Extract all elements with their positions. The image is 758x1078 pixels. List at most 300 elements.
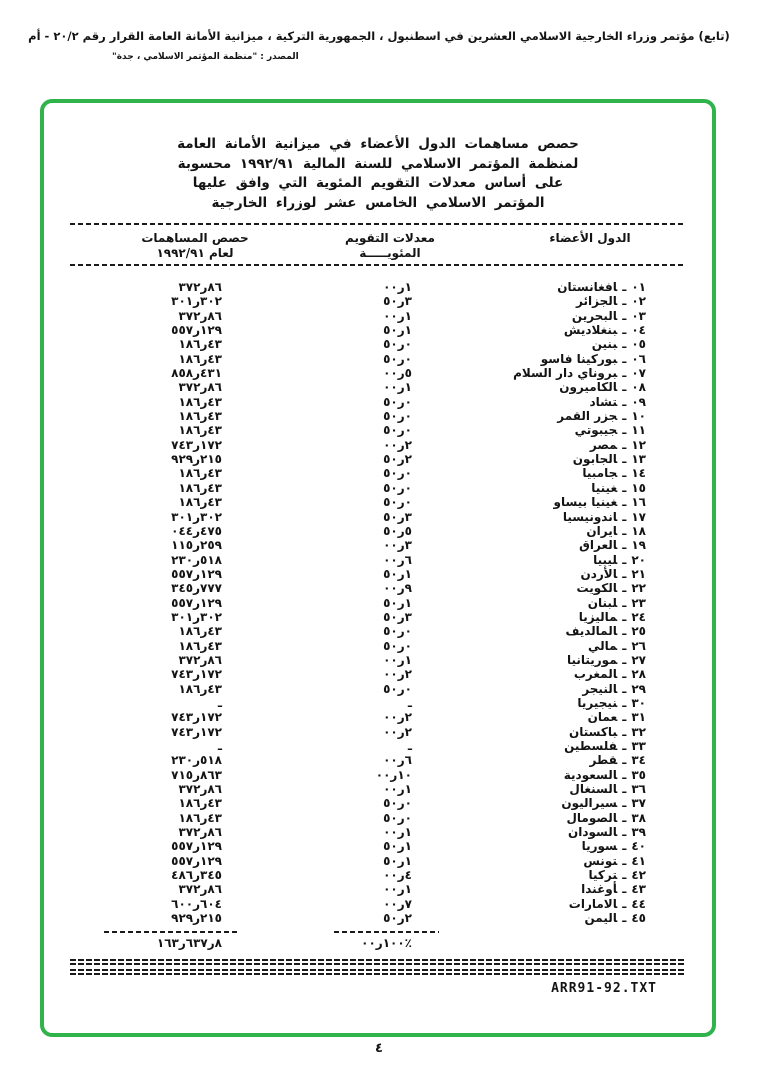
total-divider-row	[70, 931, 686, 933]
country-cell	[412, 409, 686, 423]
country-cell	[412, 423, 686, 437]
row-number-separator: ـ	[622, 825, 627, 840]
row-number: ١٢	[631, 437, 646, 452]
country-cell	[412, 897, 686, 911]
table-row	[70, 868, 686, 882]
row-number-separator: ـ	[622, 839, 627, 854]
table-row	[70, 753, 686, 767]
row-number-separator: ـ	[622, 868, 627, 883]
assessment-rate-cell: ٥٠ر٠	[383, 810, 412, 825]
assessment-rate-cell: ٠٠ر٢	[383, 724, 412, 739]
assessment-rate-cell: ٠٠ر٢	[383, 710, 412, 725]
row-number: ٠١	[631, 280, 646, 294]
row-number-separator: ـ	[622, 739, 627, 753]
assessment-rate-cell: ٥٠ر٣	[383, 509, 412, 524]
row-number: ٤١	[631, 853, 646, 868]
row-number: ٢٧	[631, 652, 646, 667]
row-number: ٠٧	[631, 366, 646, 381]
contribution-amount-cell: ٣٧٢ر٨٦	[178, 652, 222, 667]
contribution-amount-cell: ١٨٦ر٤٣	[178, 624, 222, 639]
row-number-separator: ـ	[622, 394, 627, 409]
assessment-rate-cell: ٥٠ر٢	[383, 452, 412, 467]
contribution-amount-cell: ـ	[217, 695, 222, 710]
table-row	[70, 639, 686, 653]
assessment-rate-cell: ٥٠ر٣	[383, 294, 412, 309]
country-name: جزر القمر	[557, 409, 618, 424]
assessment-rate-cell: ٠٠ر١	[383, 825, 412, 840]
country-name: ليبيا	[593, 552, 618, 567]
row-number: ٢٠	[631, 552, 646, 567]
page-number: ٤	[375, 1041, 383, 1056]
row-number: ٠٩	[631, 394, 646, 409]
row-number-separator: ـ	[622, 280, 627, 294]
country-name: ماليزيا	[578, 609, 618, 624]
contribution-amount-cell: ٢٣٠ر٥١٨	[171, 552, 222, 567]
table-row	[70, 739, 686, 753]
country-name: تونس	[583, 853, 618, 868]
row-number: ٢٥	[631, 624, 646, 639]
assessment-rate-cell: ٠٠ر٦	[383, 552, 412, 567]
contribution-amount-cell: ٥٥٧ر١٢٩	[171, 323, 222, 338]
country-name: سوريا	[581, 839, 618, 854]
contribution-amount-cell: ١٨٦ر٤٣	[178, 480, 222, 495]
row-number: ٣٤	[631, 753, 646, 768]
row-number-separator: ـ	[622, 609, 627, 624]
row-number-separator: ـ	[622, 437, 627, 452]
country-cell	[412, 739, 686, 753]
col-header-rates-line2: المئويـــــة	[359, 246, 421, 260]
row-number: ٤٣	[631, 882, 646, 897]
contribution-amount-cell: ١٨٦ر٤٣	[178, 409, 222, 424]
contribution-amount-cell: ٣٠١ر٣٠٢	[171, 509, 222, 524]
row-number-separator: ـ	[622, 452, 627, 467]
row-number: ٣٧	[631, 796, 646, 811]
row-number: ٠٥	[631, 337, 646, 352]
table-row	[70, 811, 686, 825]
table-row	[70, 796, 686, 810]
assessment-rate-cell: ٥٠ر٠	[383, 624, 412, 639]
table-row	[70, 466, 686, 480]
country-name: تشاد	[589, 394, 618, 409]
contribution-amount-cell: ٣٠١ر٣٠٢	[171, 294, 222, 309]
table-row	[70, 380, 686, 394]
row-number-separator: ـ	[622, 710, 627, 725]
contribution-amount-cell: ٣٧٢ر٨٦	[178, 380, 222, 395]
country-cell	[412, 796, 686, 810]
row-number-separator: ـ	[622, 380, 627, 395]
contribution-amount-cell: ٠٤٤ر٤٧٥	[171, 523, 222, 538]
country-cell	[412, 682, 686, 696]
row-number: ٣٠	[631, 695, 646, 710]
contribution-amount-cell: ٧٤٣ر١٧٢	[171, 437, 222, 452]
country-name: جيبوتي	[574, 423, 618, 438]
country-cell	[412, 596, 686, 610]
country-name: سيراليون	[561, 796, 618, 811]
title-line: حصص مساهمات الدول الأعضاء في ميزانية الأمانة العامة	[177, 136, 579, 152]
country-cell	[412, 294, 686, 308]
country-name: ايران	[586, 523, 618, 538]
assessment-rate-cell: ٠٠ر٦	[383, 753, 412, 768]
assessment-rate-cell: ٥٠ر٠	[383, 337, 412, 352]
row-number: ٠٢	[631, 294, 646, 309]
country-name: البحرين	[571, 308, 618, 323]
row-number: ١٩	[631, 538, 646, 553]
contribution-amount-cell: ٥٥٧ر١٢٩	[171, 566, 222, 581]
country-cell	[412, 839, 686, 853]
table-row	[70, 452, 686, 466]
country-name: عمان	[587, 710, 618, 725]
row-number: ٢٦	[631, 638, 646, 653]
assessment-rate-cell: ٥٠ر٠	[383, 409, 412, 424]
country-cell	[412, 581, 686, 595]
contribution-amount-cell: ٣٧٢ر٨٦	[178, 825, 222, 840]
country-cell	[412, 653, 686, 667]
row-number-separator: ـ	[622, 366, 627, 381]
contribution-amount-cell: ٩٢٩ر٢١٥	[171, 911, 222, 926]
country-cell	[412, 452, 686, 466]
row-number: ١٧	[631, 509, 646, 524]
title-line: على أساس معدلات التقويم المئوية التي وافق عليها	[192, 175, 564, 191]
assessment-rate-cell: ٠٠ر١	[383, 380, 412, 395]
row-number-separator: ـ	[622, 595, 627, 610]
row-number-separator: ـ	[622, 667, 627, 682]
country-name: النيجر	[582, 681, 618, 696]
table-row	[70, 567, 686, 581]
table-row	[70, 309, 686, 323]
row-number-separator: ـ	[622, 423, 627, 438]
row-number: ٤٤	[631, 896, 646, 911]
row-number-separator: ـ	[622, 695, 627, 710]
country-name: السعودية	[563, 767, 618, 782]
col-header-countries-line1: الدول الأعضاء	[549, 231, 631, 245]
country-name: الكاميرون	[559, 380, 618, 395]
country-cell	[412, 510, 686, 524]
assessment-rate-cell: ٠٠ر١	[383, 308, 412, 323]
assessment-rate-cell: ـ	[407, 739, 412, 753]
row-number-separator: ـ	[622, 724, 627, 739]
contribution-amount-cell: ٢٣٠ر٥١٨	[171, 753, 222, 768]
country-cell	[412, 337, 686, 351]
contribution-amount-cell: ٤٨٦ر٣٤٥	[171, 868, 222, 883]
country-name: الكويت	[576, 581, 618, 596]
contribution-amount-cell: ١٨٦ر٤٣	[178, 423, 222, 438]
row-number: ١٦	[631, 495, 646, 510]
table-row	[70, 538, 686, 552]
contribution-amount-cell: ٧٤٣ر١٧٢	[171, 667, 222, 682]
table-row	[70, 524, 686, 538]
row-number-separator: ـ	[622, 351, 627, 366]
country-cell	[412, 911, 686, 925]
row-number: ٢٢	[631, 581, 646, 596]
country-cell	[412, 882, 686, 896]
country-cell	[412, 395, 686, 409]
col-header-shares-line2: لعام ١٩٩٢/٩١	[156, 246, 234, 260]
contribution-amount-cell: ٣٧٢ر٨٦	[178, 308, 222, 323]
country-cell	[412, 753, 686, 767]
contribution-amount-cell: ١٨٦ر٤٣	[178, 394, 222, 409]
row-number: ٣٩	[631, 825, 646, 840]
doc-header-note: (تابع) مؤتمر وزراء الخارجية الاسلامي العشرين في اسطنبول ، الجمهورية التركية ، ميزانية الأمانة العامة القرار رقم ٢٠/٢ - أم	[28, 29, 730, 43]
country-name: فلسطين	[564, 739, 618, 753]
table-row	[70, 897, 686, 911]
assessment-rate-cell: ٥٠ر٠	[383, 480, 412, 495]
country-name: السودان	[567, 825, 618, 840]
country-name: اليمن	[584, 911, 618, 926]
country-cell	[412, 380, 686, 394]
country-name: المالديف	[565, 624, 618, 639]
table-row	[70, 481, 686, 495]
divider-double-line	[70, 959, 686, 966]
row-number-separator: ـ	[622, 495, 627, 510]
country-cell	[412, 309, 686, 323]
contribution-amount-cell: ـ	[217, 739, 222, 753]
table-row	[70, 409, 686, 423]
col-header-countries	[515, 231, 665, 261]
row-number-separator: ـ	[622, 581, 627, 596]
assessment-rate-cell: ٥٠ر١	[383, 839, 412, 854]
row-number: ٠٨	[631, 380, 646, 395]
table-row	[70, 553, 686, 567]
table-row	[70, 438, 686, 452]
assessment-rate-cell: ـ	[407, 695, 412, 710]
country-name: المغرب	[573, 667, 618, 682]
contribution-amount-cell: ٧١٥ر٨٦٣	[171, 767, 222, 782]
assessment-rate-cell: ٥٠ر٠	[383, 423, 412, 438]
assessment-rate-cell: ٥٠ر٠	[383, 466, 412, 481]
doc-source-line: المصدر : "منظمة المؤتمر الاسلامي ، جدة"	[112, 52, 299, 62]
country-name: موريتانيا	[566, 652, 618, 667]
country-cell	[412, 868, 686, 882]
contributions-table-body	[70, 280, 686, 925]
assessment-rate-cell: ٠٠ر٥	[383, 366, 412, 381]
row-number-separator: ـ	[622, 782, 627, 797]
contribution-amount-cell: ٥٥٧ر١٢٩	[171, 853, 222, 868]
assessment-rate-cell: ٥٠ر١	[383, 566, 412, 581]
divider-dashed-segment	[104, 931, 239, 933]
country-cell	[412, 667, 686, 681]
country-name: اندونيسيا	[562, 509, 618, 524]
table-row	[70, 882, 686, 896]
country-name: غينيا	[591, 480, 618, 495]
assessment-rate-cell: ٥٠ر١	[383, 323, 412, 338]
contribution-amount-cell: ١٨٦ر٤٣	[178, 337, 222, 352]
row-number: ٢٨	[631, 667, 646, 682]
table-row	[70, 423, 686, 437]
table-row	[70, 596, 686, 610]
row-number-separator: ـ	[622, 853, 627, 868]
table-row	[70, 768, 686, 782]
table-row	[70, 323, 686, 337]
contribution-amount-cell: ١٨٦ر٤٣	[178, 351, 222, 366]
table-row	[70, 667, 686, 681]
divider-dashed-line	[70, 264, 686, 266]
col-header-shares-line1: حصص المساهمات	[141, 231, 249, 245]
contribution-amount-cell: ٩٢٩ر٢١٥	[171, 452, 222, 467]
assessment-rate-cell: ٥٠ر١	[383, 853, 412, 868]
table-row	[70, 294, 686, 308]
row-number: ٠٤	[631, 323, 646, 338]
country-name: الأردن	[580, 566, 618, 581]
assessment-rate-cell: ٥٠ر٠	[383, 495, 412, 510]
divider-dashed-line	[70, 223, 686, 225]
country-cell	[412, 624, 686, 638]
row-number-separator: ـ	[622, 753, 627, 768]
table-row	[70, 682, 686, 696]
row-number-separator: ـ	[622, 638, 627, 653]
divider-double-line	[70, 969, 686, 976]
row-number-separator: ـ	[622, 767, 627, 782]
country-cell	[412, 610, 686, 624]
country-name: بوركينا فاسو	[540, 351, 618, 366]
country-name: الجزائر	[576, 294, 618, 309]
row-number-separator: ـ	[622, 896, 627, 911]
table-row	[70, 624, 686, 638]
assessment-rate-cell: ٥٠ر٠	[383, 351, 412, 366]
contribution-amount-cell: ١٨٦ر٤٣	[178, 466, 222, 481]
total-rate: ٠٠ر١٠٠٪	[361, 936, 412, 951]
row-number: ١٨	[631, 523, 646, 538]
row-number: ٢١	[631, 566, 646, 581]
document-title-block	[44, 135, 712, 213]
row-number-separator: ـ	[622, 523, 627, 538]
row-number-separator: ـ	[622, 681, 627, 696]
assessment-rate-cell: ٥٠ر٠	[383, 394, 412, 409]
row-number: ٢٩	[631, 681, 646, 696]
country-name: الصومال	[566, 810, 618, 825]
country-name: الامارات	[568, 896, 618, 911]
row-number-separator: ـ	[622, 323, 627, 338]
table-row	[70, 337, 686, 351]
table-row	[70, 911, 686, 925]
row-number: ١٥	[631, 480, 646, 495]
table-row	[70, 495, 686, 509]
country-cell	[412, 352, 686, 366]
country-name: بنين	[591, 337, 618, 352]
contribution-amount-cell: ٣٧٢ر٨٦	[178, 882, 222, 897]
row-number-separator: ـ	[622, 652, 627, 667]
country-name: بنغلاديش	[563, 323, 618, 338]
row-number: ٣٦	[631, 782, 646, 797]
assessment-rate-cell: ٠٠ر٣	[383, 538, 412, 553]
country-cell	[412, 323, 686, 337]
row-number-separator: ـ	[622, 882, 627, 897]
contribution-amount-cell: ١٨٦ر٤٣	[178, 681, 222, 696]
country-name: افغانستان	[557, 280, 618, 294]
col-header-rates	[320, 231, 460, 261]
country-name: غينيا بيساو	[553, 495, 618, 510]
country-cell	[412, 481, 686, 495]
country-cell	[412, 524, 686, 538]
contribution-amount-cell: ٣٧٢ر٨٦	[178, 782, 222, 797]
assessment-rate-cell: ٥٠ر٥	[383, 523, 412, 538]
country-name: باكستان	[568, 724, 618, 739]
contribution-amount-cell: ٧٤٣ر١٧٢	[171, 710, 222, 725]
contribution-amount-cell: ٦٠٠ر٦٠٤	[171, 896, 222, 911]
row-number-separator: ـ	[622, 538, 627, 553]
table-row	[70, 366, 686, 380]
assessment-rate-cell: ٥٠ر٠	[383, 681, 412, 696]
table-row	[70, 280, 686, 294]
assessment-rate-cell: ٠٠ر١	[383, 782, 412, 797]
assessment-rate-cell: ٠٠ر٤	[383, 868, 412, 883]
assessment-rate-cell: ٠٠ر٢	[383, 667, 412, 682]
country-cell	[412, 466, 686, 480]
contribution-amount-cell: ٣٠١ر٣٠٢	[171, 609, 222, 624]
country-name: أوغندا	[581, 882, 618, 897]
row-number-separator: ـ	[622, 480, 627, 495]
col-header-rates-line1: معدلات التقويم	[345, 231, 435, 245]
row-number: ٣١	[631, 710, 646, 725]
contribution-amount-cell: ٨٥٨ر٤٣١	[171, 366, 222, 381]
row-number: ١٠	[631, 409, 646, 424]
row-number-separator: ـ	[622, 796, 627, 811]
row-number: ١٣	[631, 452, 646, 467]
assessment-rate-cell: ٠٠ر١٠	[375, 767, 412, 782]
country-name: العراق	[579, 538, 618, 553]
contribution-amount-cell: ١٨٦ر٤٣	[178, 796, 222, 811]
row-number: ٢٤	[631, 609, 646, 624]
table-row	[70, 581, 686, 595]
divider-dashed-segment	[334, 931, 439, 933]
country-cell	[412, 553, 686, 567]
row-number-separator: ـ	[622, 624, 627, 639]
file-reference: ARR91-92.TXT	[551, 980, 657, 996]
table-row	[70, 839, 686, 853]
row-number: ٢٣	[631, 595, 646, 610]
assessment-rate-cell: ٥٠ر٠	[383, 796, 412, 811]
country-cell	[412, 538, 686, 552]
total-amount: ١٦٣ر٦٣٧ر٨	[156, 936, 222, 951]
assessment-rate-cell: ٠٠ر٧	[383, 896, 412, 911]
row-number-separator: ـ	[622, 466, 627, 481]
country-name: جامبيا	[582, 466, 618, 481]
country-cell	[412, 725, 686, 739]
title-line: لمنظمة المؤتمر الاسلامي للسنة المالية ١٩٩٢/٩١ محسوبة	[177, 155, 579, 172]
assessment-rate-cell: ٥٠ر٢	[383, 911, 412, 926]
country-name: قطر	[589, 753, 618, 768]
country-cell	[412, 825, 686, 839]
table-row	[70, 696, 686, 710]
contribution-amount-cell: ٣٤٥ر٧٧٧	[171, 581, 222, 596]
row-number: ٤٥	[631, 911, 646, 926]
country-name: تركيا	[588, 868, 618, 883]
title-line: المؤتمر الاسلامي الخامس عشر لوزراء الخارجية	[211, 194, 545, 211]
table-row	[70, 854, 686, 868]
assessment-rate-cell: ٠٠ر١	[383, 882, 412, 897]
contribution-amount-cell: ١١٥ر٢٥٩	[171, 538, 222, 553]
row-number: ٣٢	[631, 724, 646, 739]
row-number: ٣٨	[631, 810, 646, 825]
row-number: ٤٢	[631, 868, 646, 883]
row-number-separator: ـ	[622, 810, 627, 825]
table-row	[70, 725, 686, 739]
country-name: نيجيريا	[577, 695, 618, 710]
country-name: بروناي دار السلام	[513, 366, 618, 381]
assessment-rate-cell: ٥٠ر٣	[383, 609, 412, 624]
assessment-rate-cell: ٠٠ر٩	[383, 581, 412, 596]
country-name: السنغال	[569, 782, 618, 797]
row-number-separator: ـ	[622, 552, 627, 567]
row-number: ٤٠	[631, 839, 646, 854]
country-cell	[412, 768, 686, 782]
contribution-amount-cell: ١٨٦ر٤٣	[178, 810, 222, 825]
country-cell	[412, 280, 686, 294]
country-cell	[412, 782, 686, 796]
country-name: لبنان	[587, 595, 618, 610]
contribution-amount-cell: ٣٧٢ر٨٦	[178, 280, 222, 294]
col-header-shares	[110, 231, 280, 261]
country-cell	[412, 854, 686, 868]
